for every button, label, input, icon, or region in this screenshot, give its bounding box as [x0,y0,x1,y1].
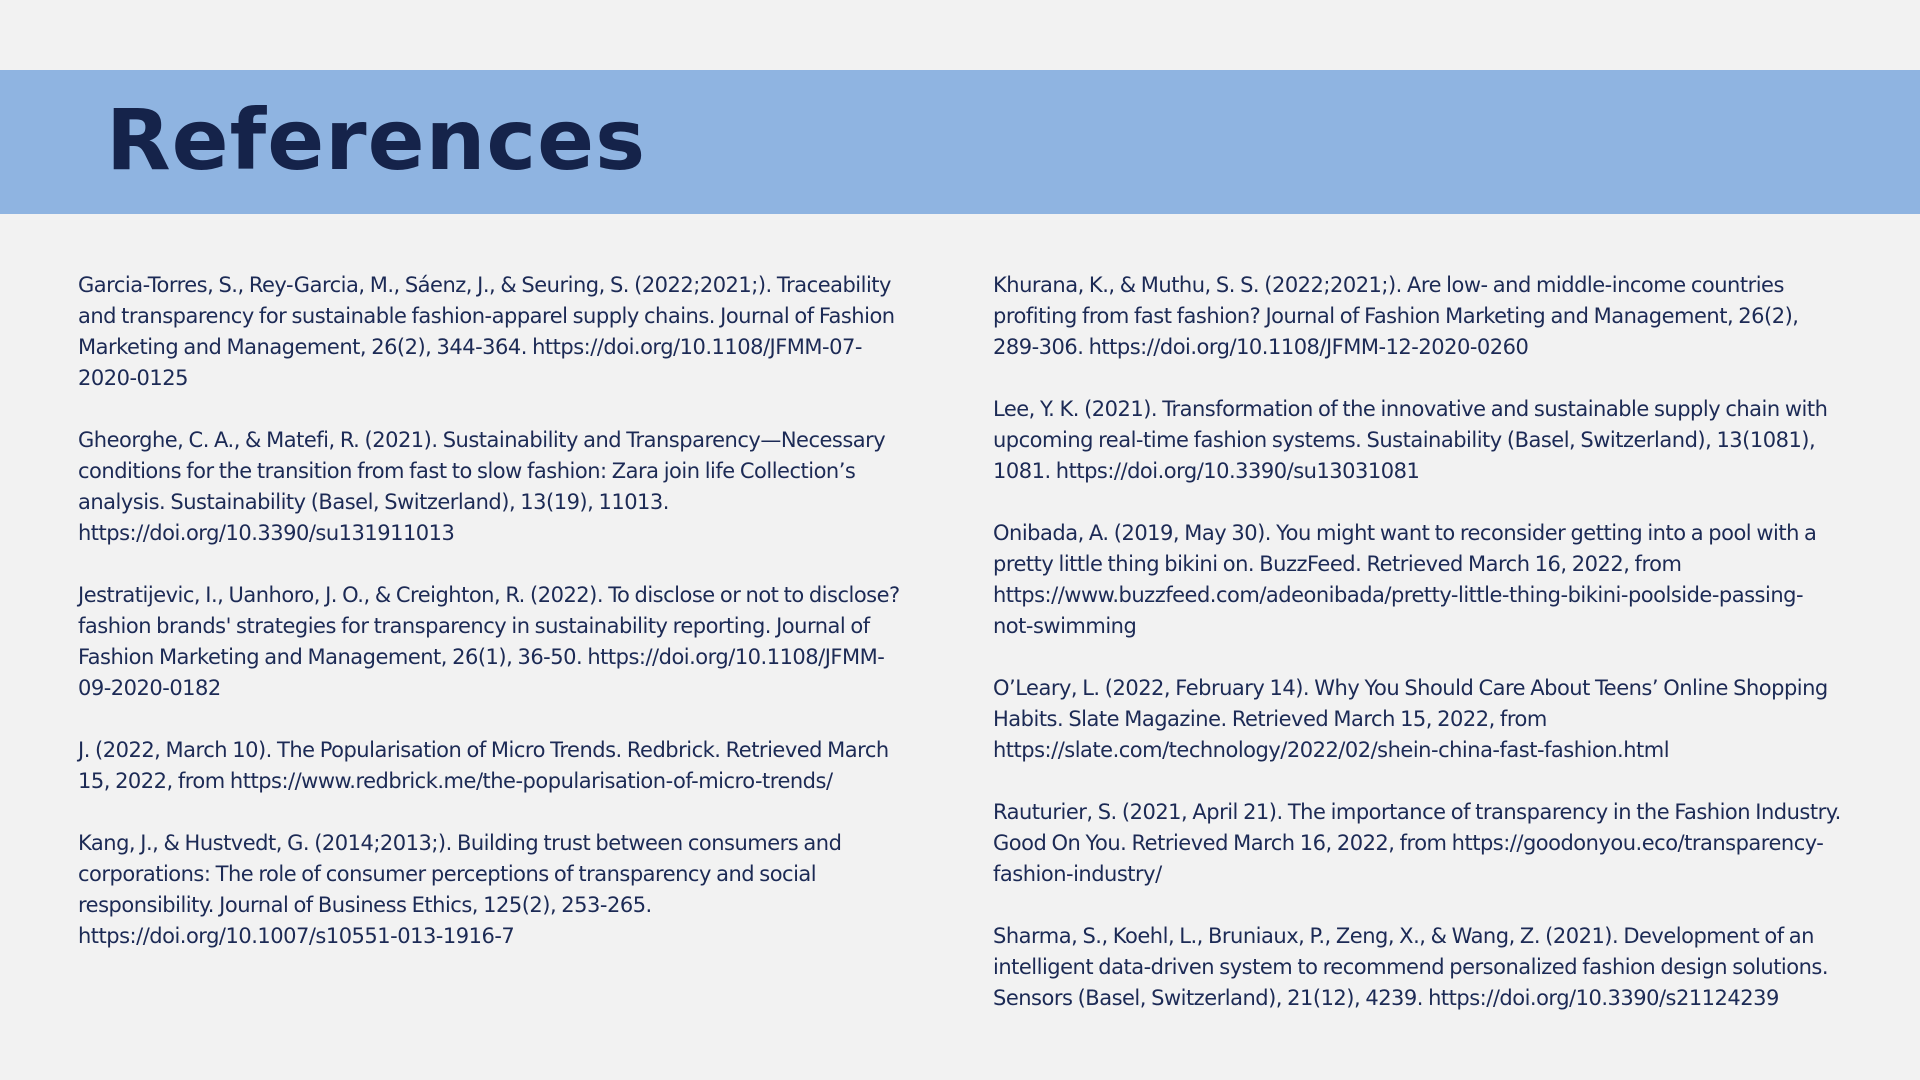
reference-line: 1081. https://doi.org/10.3390/su13031081 [993,459,1420,483]
reference-line: not-swimming [993,614,1137,638]
reference-line: intelligent data-driven system to recommend personalized fashion design solutions. [993,955,1829,979]
reference-line: Gheorghe, C. A., & Matefi, R. (2021). Sustainability and Transparency—Necessary [78,428,886,452]
reference-line: Rauturier, S. (2021, April 21). The importance of transparency in the Fashion Industry. [993,800,1841,824]
reference-line: Khurana, K., & Muthu, S. S. (2022;2021;). Are low- and middle-income countries [993,273,1784,297]
reference-line: upcoming real-time fashion systems. Sustainability (Basel, Switzerland), 13(1081), [993,428,1816,452]
reference-entry [78,425,938,549]
reference-line: Garcia-Torres, S., Rey-Garcia, M., Sáenz, J., & Seuring, S. (2022;2021;). Traceability [78,273,891,297]
reference-line: conditions for the transition from fast to slow fashion: Zara join life Collection’s [78,459,856,483]
reference-line: Kang, J., & Hustvedt, G. (2014;2013;). Building trust between consumers and [78,831,842,855]
reference-entry [78,580,938,704]
reference-line: analysis. Sustainability (Basel, Switzerland), 13(19), 11013. [78,490,669,514]
reference-line: responsibility. Journal of Business Ethics, 125(2), 253-265. [78,893,652,917]
references-left-column [78,270,938,983]
reference-line: O’Leary, L. (2022, February 14). Why You Should Care About Teens’ Online Shopping [993,676,1828,700]
reference-entry [78,270,938,394]
reference-entry [993,673,1853,766]
reference-entry [78,828,938,952]
reference-line: Marketing and Management, 26(2), 344-364. https://doi.org/10.1108/JFMM-07- [78,335,862,359]
reference-line: 289-306. https://doi.org/10.1108/JFMM-12-2020-0260 [993,335,1529,359]
reference-entry [993,270,1853,363]
reference-entry [78,735,938,797]
reference-line: Lee, Y. K. (2021). Transformation of the innovative and sustainable supply chain with [993,397,1828,421]
reference-line: Onibada, A. (2019, May 30). You might want to reconsider getting into a pool with a [993,521,1817,545]
reference-line: https://slate.com/technology/2022/02/shein-china-fast-fashion.html [993,738,1670,762]
references-right-column [993,270,1853,1045]
page-title: References [106,91,647,189]
reference-line: https://www.buzzfeed.com/adeonibada/pretty-little-thing-bikini-poolside-passing- [993,583,1804,607]
reference-line: 2020-0125 [78,366,188,390]
reference-line: fashion brands' strategies for transparency in sustainability reporting. Journal of [78,614,870,638]
reference-line: 15, 2022, from https://www.redbrick.me/the-popularisation-of-micro-trends/ [78,769,833,793]
reference-line: pretty little thing bikini on. BuzzFeed. Retrieved March 16, 2022, from [993,552,1682,576]
reference-line: Habits. Slate Magazine. Retrieved March 15, 2022, from [993,707,1547,731]
reference-line: https://doi.org/10.1007/s10551-013-1916-7 [78,924,515,948]
reference-line: Fashion Marketing and Management, 26(1), 36-50. https://doi.org/10.1108/JFMM- [78,645,885,669]
reference-entry [993,921,1853,1014]
reference-line: and transparency for sustainable fashion-apparel supply chains. Journal of Fashion [78,304,895,328]
reference-line: Jestratijevic, I., Uanhoro, J. O., & Creighton, R. (2022). To disclose or not to disclose? [78,583,900,607]
reference-line: profiting from fast fashion? Journal of Fashion Marketing and Management, 26(2), [993,304,1799,328]
reference-entry [993,518,1853,642]
reference-line: Sensors (Basel, Switzerland), 21(12), 4239. https://doi.org/10.3390/s21124239 [993,986,1779,1010]
reference-line: 09-2020-0182 [78,676,221,700]
reference-line: corporations: The role of consumer perceptions of transparency and social [78,862,817,886]
reference-entry [993,394,1853,487]
reference-line: Good On You. Retrieved March 16, 2022, from https://goodonyou.eco/transparency- [993,831,1824,855]
reference-line: Sharma, S., Koehl, L., Bruniaux, P., Zeng, X., & Wang, Z. (2021). Development of an [993,924,1814,948]
reference-entry [993,797,1853,890]
reference-line: fashion-industry/ [993,862,1162,886]
reference-line: https://doi.org/10.3390/su131911013 [78,521,455,545]
reference-line: J. (2022, March 10). The Popularisation of Micro Trends. Redbrick. Retrieved March [78,738,889,762]
